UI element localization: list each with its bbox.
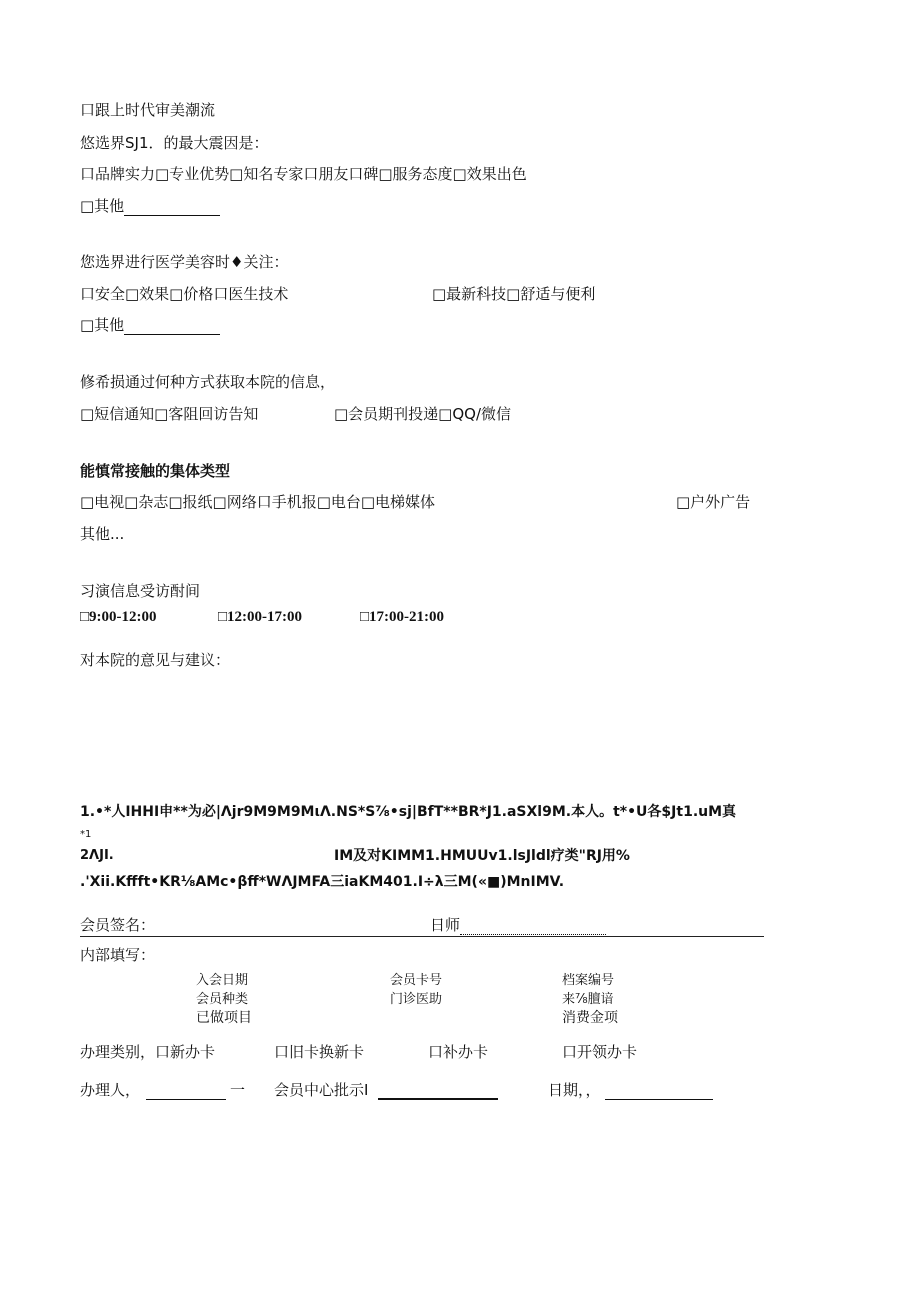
q-media-options-left[interactable]: □电视□杂志□报纸□网络口手机报□电台□电梯媒体 (80, 493, 436, 511)
garbled-line-2-right: IM及对KIMM1.HMUUv1.lsJldl疗类"RJ用% (334, 848, 630, 864)
q-focus-other-blank[interactable] (124, 320, 220, 335)
footer-approve[interactable] (274, 1080, 498, 1100)
q-trend-option[interactable]: 口跟上时代审美潮流 (80, 101, 216, 119)
internal-card-number: 会员卡号 (390, 973, 443, 988)
q-media-other[interactable]: 其他... (80, 525, 125, 543)
q-media-options-right[interactable]: □户外广告 (676, 493, 751, 511)
q-time-slot-2[interactable]: □12:00-17:00 (218, 609, 303, 625)
footer-date-label: 日期，， (548, 1081, 601, 1099)
q-info-options-left[interactable]: □短信通知□客阻回访告知 (80, 405, 259, 423)
footer-handler[interactable] (80, 1080, 245, 1100)
garbled-line-2-left: 2ΛJI. (80, 848, 114, 863)
internal-done-items: 已做项目 (196, 1010, 252, 1026)
q-reason-other-blank[interactable] (124, 201, 220, 216)
process-type-reissue[interactable]: 口补办卡 (428, 1043, 489, 1061)
footer-approve-label: 会员中心批示I (274, 1081, 369, 1099)
member-sign-date[interactable] (430, 915, 606, 935)
q-time-slot-1[interactable]: □9:00-12:00 (80, 609, 157, 625)
q-focus-other-label: □其他 (80, 316, 125, 334)
internal-clinic-assistant: 门诊医助 (390, 992, 443, 1007)
internal-spend-amount: 消费金项 (562, 1010, 618, 1026)
q-reason-title: 悠选界SJ1．的最大震因是： (80, 134, 269, 152)
garbled-line-1: 1.•*人IHHI申**为必|Λjr9M9M9MιΛ.NS*S⅞•sj|BfT**BR*J1.aSXl9M.本人。t*•U各$Jt1.uM真 (80, 804, 737, 820)
internal-member-type: 会员种类 (196, 992, 249, 1007)
garbled-line-3: .'Xii.Kffft•KR⅛AMc•βff*WΛJMFA三iaKM401.I÷λ三M(«■)MnIMV. (80, 874, 565, 890)
q-focus-options-right[interactable]: □最新科技□舒适与便利 (432, 285, 596, 303)
q-reason-options[interactable]: 口品牌实力□专业优势□知名专家口朋友口碑□服务态度□效果出色 (80, 165, 527, 183)
footer-handler-blank[interactable] (146, 1085, 226, 1100)
q-info-options-right[interactable]: □会员期刊投递□QQ/微信 (334, 405, 512, 423)
process-type-open[interactable]: 口开领办卡 (562, 1043, 638, 1061)
footer-approve-blank[interactable] (378, 1084, 498, 1100)
garbled-line-1b: *1 (80, 829, 92, 840)
q-focus-other[interactable] (80, 315, 220, 335)
q-reason-other-label: □其他 (80, 197, 125, 215)
q-time-title: 习演信息受访酎间 (80, 582, 201, 600)
q-focus-title: 您选界进行医学美容时♦关注： (80, 253, 289, 271)
member-sign-date-label: 日师 (430, 916, 461, 934)
internal-join-date: 入会日期 (196, 973, 249, 988)
member-sign-date-blank[interactable] (460, 920, 606, 935)
q-reason-other[interactable] (80, 196, 220, 216)
process-type-new[interactable]: 办理类别，口新办卡 (80, 1043, 216, 1061)
footer-handler-label: 办理人， (80, 1081, 141, 1099)
footer-date[interactable] (548, 1080, 713, 1100)
footer-dash: 一 (230, 1081, 246, 1099)
internal-file-number: 档案编号 (562, 973, 615, 988)
member-sign-label: 会员签名： (80, 916, 156, 934)
q-time-slot-3[interactable]: □17:00-21:00 (360, 609, 445, 625)
footer-date-blank[interactable] (605, 1085, 713, 1100)
q-suggest-title: 对本院的意见与建议： (80, 651, 231, 669)
internal-source-channel: 来⅞膻谙 (562, 992, 614, 1007)
divider-line (80, 936, 764, 937)
q-info-title: 修希损通过何种方式获取本院的信息， (80, 373, 336, 391)
q-focus-options-left[interactable]: 口安全□效果□价格口医生技术 (80, 285, 289, 303)
q-media-title: 能慎常接触的集体类型 (80, 462, 231, 480)
process-type-replace[interactable]: 口旧卡换新卡 (274, 1043, 365, 1061)
internal-title: 内部填写： (80, 946, 156, 964)
